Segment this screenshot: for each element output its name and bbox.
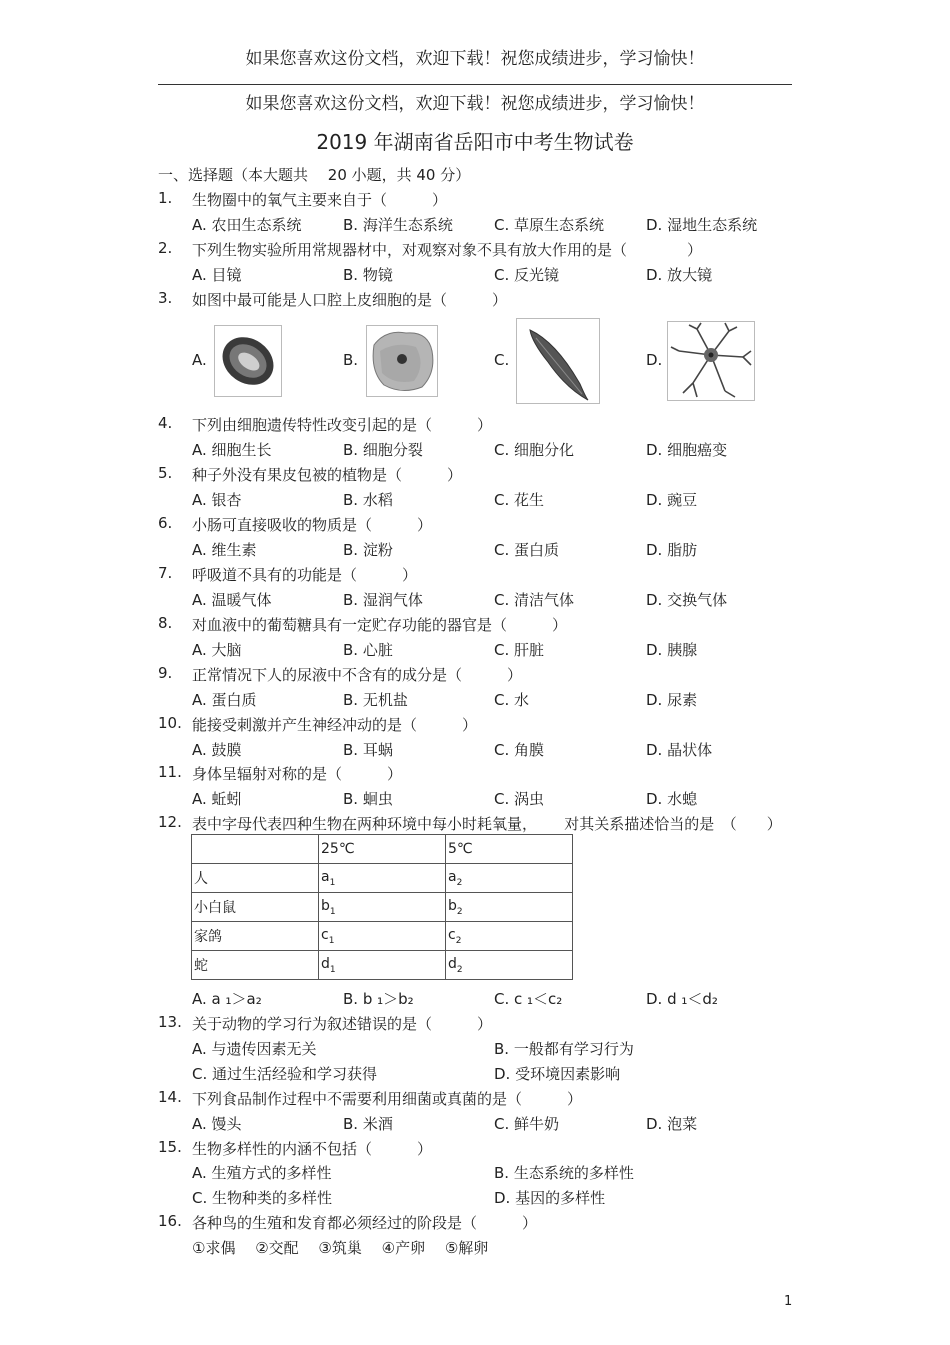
option-b: B. 细胞分裂 [343, 441, 423, 459]
question-text: 下列食品制作过程中不需要利用细菌或真菌的是（ ） [192, 1090, 583, 1108]
option-c: C. 花生 [494, 491, 545, 509]
second-banner: 如果您喜欢这份文档，欢迎下载！祝您成绩进步，学习愉快！ [245, 94, 705, 114]
question-number: 7. [158, 564, 173, 582]
option-d: D. 交换气体 [646, 591, 728, 609]
option-a: A. 蚯蚓 [192, 790, 242, 808]
option-a: A. 生殖方式的多样性 [192, 1164, 332, 1182]
option-a: A. 与遗传因素无关 [192, 1040, 317, 1058]
question-text: 生物多样性的内涵不包括（ ） [192, 1140, 433, 1158]
table-row [192, 922, 573, 951]
option-c: C. 肝脏 [494, 641, 545, 659]
question-number: 14. [158, 1088, 182, 1106]
table-row [192, 951, 573, 980]
option-b: B. 耳蜗 [343, 741, 393, 759]
table-cell: 蛇 [192, 951, 319, 980]
page-number: 1 [784, 1294, 793, 1309]
table-cell: 人 [192, 864, 319, 893]
option-b: B. 海洋生态系统 [343, 216, 453, 234]
option-a: A. 蛋白质 [192, 691, 257, 709]
stage-list: ①求偶 ②交配 ③筑巢 ④产卵 ⑤解卵 [192, 1239, 489, 1257]
option-b: B. b ₁＞b₂ [343, 990, 414, 1008]
question-text: 如图中最可能是人口腔上皮细胞的是（ ） [192, 291, 508, 309]
muscle-cell-image [516, 318, 600, 404]
table-header-cell: 25℃ [319, 835, 446, 864]
option-b: B. 心脏 [343, 641, 393, 659]
neuron-cell-image [667, 321, 755, 401]
question-text: 种子外没有果皮包被的植物是（ ） [192, 466, 463, 484]
question-number: 13. [158, 1013, 182, 1031]
question-text: 各种鸟的生殖和发育都必须经过的阶段是（ ） [192, 1214, 538, 1232]
option-a: A. [192, 351, 207, 369]
epithelial-cell-image [366, 325, 438, 397]
table-cell: $b_2$ [446, 893, 573, 922]
header-rule [158, 84, 792, 85]
question-text: 表中字母代表四种生物在两种环境中每小时耗氧量， 对其关系描述恰当的是 （ ） [192, 815, 782, 833]
question-number: 6. [158, 514, 173, 532]
table-cell: $c_2$ [446, 922, 573, 951]
table-cell: $c_1$ [319, 922, 446, 951]
question-text: 关于动物的学习行为叙述错误的是（ ） [192, 1015, 493, 1033]
table-cell: 家鸽 [192, 922, 319, 951]
option-c: C. 生物种类的多样性 [192, 1189, 333, 1207]
option-a: A. 大脑 [192, 641, 242, 659]
top-banner: 如果您喜欢这份文档，欢迎下载！祝您成绩进步，学习愉快！ [245, 49, 705, 69]
option-d: D. 尿素 [646, 691, 698, 709]
option-b: B. 无机盐 [343, 691, 408, 709]
option-d: D. 胰腺 [646, 641, 698, 659]
question-number: 15. [158, 1138, 182, 1156]
question-text: 能接受刺激并产生神经冲动的是（ ） [192, 716, 478, 734]
table-header-cell [192, 835, 319, 864]
option-d: D. 水螅 [646, 790, 698, 808]
question-number: 12. [158, 813, 182, 831]
option-d: D. 受环境因素影响 [494, 1065, 621, 1083]
option-c: C. 通过生活经验和学习获得 [192, 1065, 378, 1083]
option-c: C. 鲜牛奶 [494, 1115, 560, 1133]
question-number: 5. [158, 464, 173, 482]
question-text: 小肠可直接吸收的物质是（ ） [192, 516, 433, 534]
table-cell: $a_2$ [446, 864, 573, 893]
option-b: B. 水稻 [343, 491, 393, 509]
table-row [192, 864, 573, 893]
option-d: D. 晶状体 [646, 741, 713, 759]
table-row [192, 893, 573, 922]
option-c: C. 水 [494, 691, 530, 709]
option-a: A. 温暖气体 [192, 591, 272, 609]
question-number: 11. [158, 763, 182, 781]
option-c: C. 清洁气体 [494, 591, 575, 609]
option-a: A. 细胞生长 [192, 441, 272, 459]
section-heading: 一、选择题（本大题共 20 小题，共 40 分） [158, 166, 471, 184]
option-a: A. a ₁＞a₂ [192, 990, 262, 1008]
option-d: D. 放大镜 [646, 266, 713, 284]
option-d: D. 湿地生态系统 [646, 216, 758, 234]
option-c: C. 蛋白质 [494, 541, 560, 559]
option-d: D. d ₁＜d₂ [646, 990, 718, 1008]
question-text: 身体呈辐射对称的是（ ） [192, 765, 403, 783]
table-cell: $b_1$ [319, 893, 446, 922]
option-b: B. [343, 351, 359, 369]
option-b: B. 物镜 [343, 266, 393, 284]
question-number: 16. [158, 1212, 182, 1230]
question-text: 呼吸道不具有的功能是（ ） [192, 566, 418, 584]
option-d: D. [646, 351, 663, 369]
page-title: 2019 年湖南省岳阳市中考生物试卷 [316, 130, 634, 154]
option-c: C. 角膜 [494, 741, 545, 759]
option-b: B. 米酒 [343, 1115, 393, 1133]
question-number: 3. [158, 289, 173, 307]
question-text: 生物圈中的氧气主要来自于（ ） [192, 191, 448, 209]
table-cell: $d_1$ [319, 951, 446, 980]
option-c: C. 反光镜 [494, 266, 560, 284]
option-d: D. 脂肪 [646, 541, 698, 559]
option-b: B. 一般都有学习行为 [494, 1040, 634, 1058]
option-b: B. 淀粉 [343, 541, 393, 559]
question-number: 10. [158, 714, 182, 732]
question-text: 下列生物实验所用常规器材中，对观察对象不具有放大作用的是（ ） [192, 241, 703, 259]
option-c: C. c ₁＜c₂ [494, 990, 563, 1008]
option-b: B. 湿润气体 [343, 591, 423, 609]
table-cell: $a_1$ [319, 864, 446, 893]
option-b: B. 生态系统的多样性 [494, 1164, 634, 1182]
question-text: 下列由细胞遗传特性改变引起的是（ ） [192, 416, 493, 434]
table-cell: $d_2$ [446, 951, 573, 980]
option-c: C. [494, 351, 510, 369]
option-a: A. 鼓膜 [192, 741, 242, 759]
option-a: A. 维生素 [192, 541, 257, 559]
option-a: A. 馒头 [192, 1115, 242, 1133]
option-a: A. 目镜 [192, 266, 242, 284]
option-d: D. 细胞癌变 [646, 441, 728, 459]
option-a: A. 银杏 [192, 491, 242, 509]
option-c: C. 涡虫 [494, 790, 545, 808]
option-b: B. 蛔虫 [343, 790, 393, 808]
oxygen-consumption-table [191, 834, 573, 980]
question-number: 9. [158, 664, 173, 682]
question-number: 1. [158, 189, 173, 207]
option-c: C. 细胞分化 [494, 441, 575, 459]
question-text: 正常情况下人的尿液中不含有的成分是（ ） [192, 666, 523, 684]
question-number: 2. [158, 239, 173, 257]
option-d: D. 豌豆 [646, 491, 698, 509]
red-blood-cell-image [214, 325, 282, 397]
option-a: A. 农田生态系统 [192, 216, 302, 234]
option-d: D. 泡菜 [646, 1115, 698, 1133]
table-header-row [192, 835, 573, 864]
option-d: D. 基因的多样性 [494, 1189, 606, 1207]
table-header-cell: 5℃ [446, 835, 573, 864]
question-number: 4. [158, 414, 173, 432]
question-number: 8. [158, 614, 173, 632]
table-cell: 小白鼠 [192, 893, 319, 922]
option-c: C. 草原生态系统 [494, 216, 605, 234]
question-text: 对血液中的葡萄糖具有一定贮存功能的器官是（ ） [192, 616, 568, 634]
